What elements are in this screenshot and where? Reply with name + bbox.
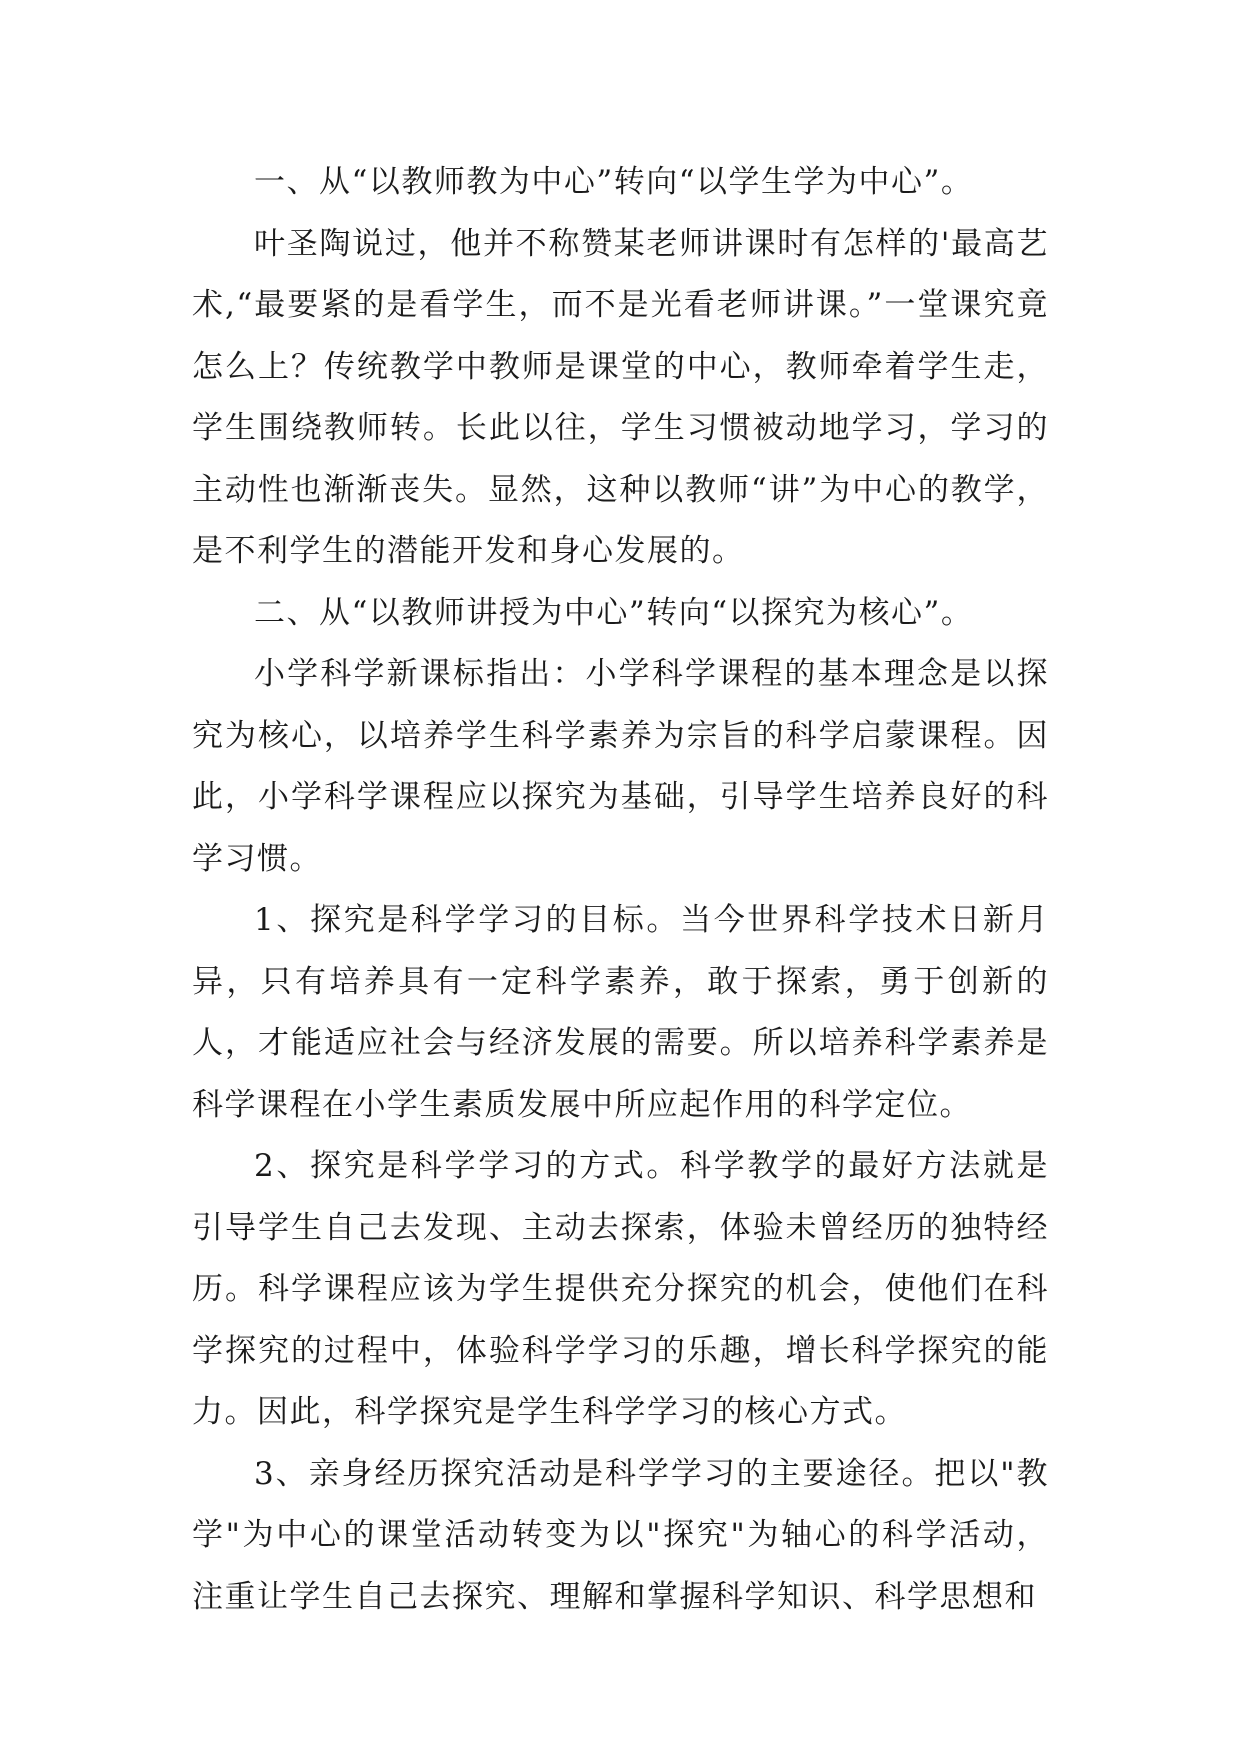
paragraph-2: 小学科学新课标指出：小学科学课程的基本理念是以探究为核心，以培养学生科学素养为宗旨的科学启蒙课程。因此，小学科学课程应以探究为基础，引导学生培养良好的科学习惯。 — [192, 656, 1049, 877]
point-1: 1、探究是科学学习的目标。当今世界科学技术日新月异，只有培养具有一定科学素养，敢于探索，勇于创新的人，才能适应社会与经济发展的需要。所以培养科学素养是科学课程在小学生素质发展中所应起作用的科学定位。 — [192, 902, 1049, 1123]
point-2: 2、探究是科学学习的方式。科学教学的最好方法就是引导学生自己去发现、主动去探索，体验未曾经历的独特经历。科学课程应该为学生提供充分探究的机会，使他们在科学探究的过程中，体验科学学习的乐趣，增长科学探究的能力。因此，科学探究是学生科学学习的核心方式。 — [192, 1148, 1049, 1430]
point-3: 3、亲身经历探究活动是科学学习的主要途径。把以"教学"为中心的课堂活动转变为以"探究"为轴心的科学活动，注重让学生自己去探究、理解和掌握科学知识、科学思想和 — [192, 1455, 1049, 1615]
document-page — [192, 152, 1049, 1628]
heading-2: 二、从“以教师讲授为中心”转向“以探究为核心”。 — [254, 594, 974, 631]
paragraph-1: 叶圣陶说过，他并不称赞某老师讲课时有怎样的'最高艺术,“最要紧的是看学生，而不是光看老师讲课。”一堂课究竟怎么上？传统教学中教师是课堂的中心，教师牵着学生走，学生围绕教师转。长此以往，学生习惯被动地学习，学习的主动性也渐渐丧失。显然，这种以教师“讲”为中心的教学，是不利学生的潜能开发和身心发展的。 — [192, 225, 1049, 569]
heading-1: 一、从“以教师教为中心”转向“以学生学为中心”。 — [254, 164, 974, 200]
